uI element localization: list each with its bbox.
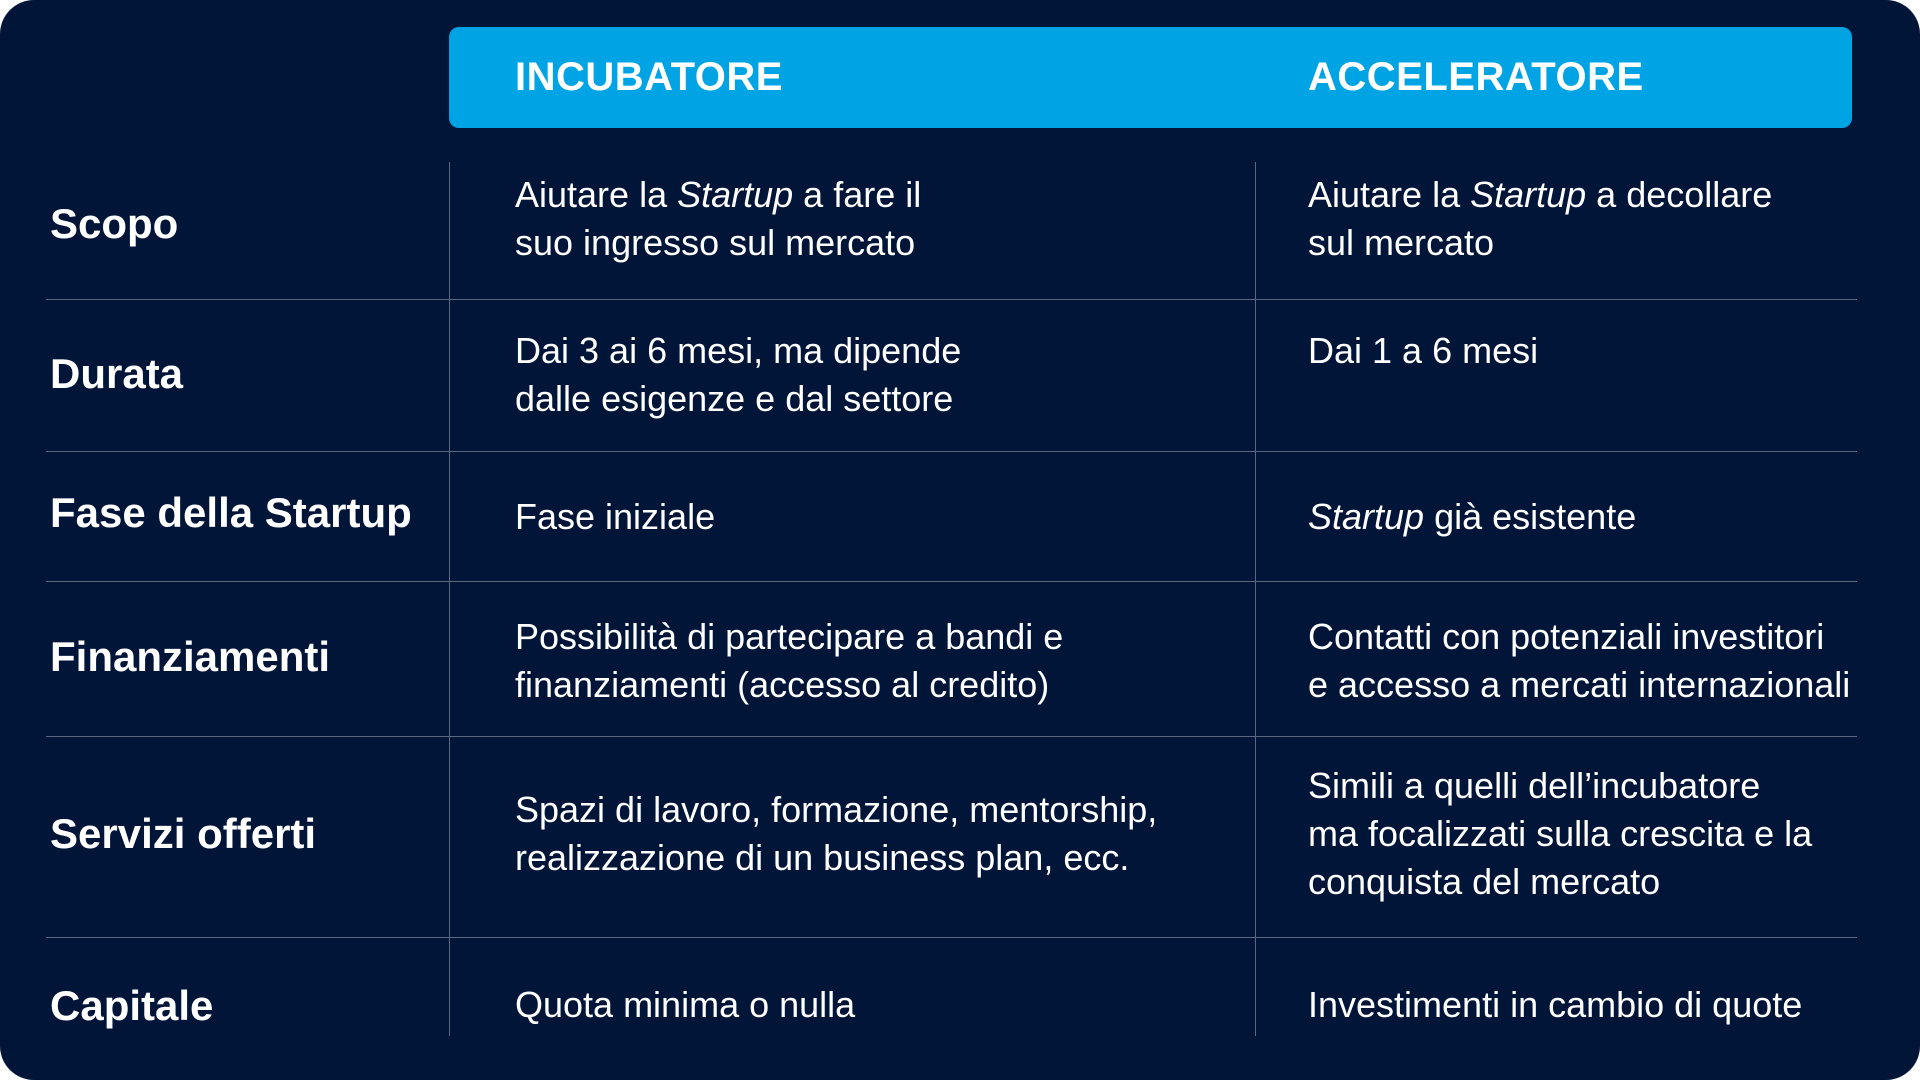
row-label: Finanziamenti xyxy=(50,633,331,680)
table-cell-acceleratore xyxy=(1308,327,1538,375)
cell-text: Dai 3 ai 6 mesi, ma dipende xyxy=(515,330,962,371)
table-cell-incubatore xyxy=(515,327,961,423)
cell-text: Possibilità di partecipare a bandi e xyxy=(515,616,1064,657)
row-divider xyxy=(46,736,1857,737)
cell-text: realizzazione di un business plan, ecc. xyxy=(515,837,1130,878)
cell-text-line xyxy=(515,493,715,541)
cell-text: sul mercato xyxy=(1308,222,1495,263)
table-cell-acceleratore xyxy=(1308,493,1636,541)
column-divider xyxy=(1255,162,1256,1036)
cell-text: Contatti con potenziali investitori xyxy=(1308,616,1825,657)
cell-text: ma focalizzati sulla crescita e la xyxy=(1308,813,1813,854)
cell-text-italic: Startup xyxy=(1470,174,1587,215)
row-divider xyxy=(46,937,1857,938)
cell-text: Dai 1 a 6 mesi xyxy=(1308,330,1539,371)
table-cell-acceleratore xyxy=(1308,981,1802,1029)
cell-text: già esistente xyxy=(1424,496,1637,537)
cell-text-line xyxy=(1308,493,1636,541)
cell-text: Aiutare la xyxy=(515,174,678,215)
cell-text: finanziamenti (accesso al credito) xyxy=(515,664,1050,705)
cell-text: e accesso a mercati internazionali xyxy=(1308,664,1851,705)
cell-text: a decollare xyxy=(1586,174,1773,215)
cell-text-line xyxy=(515,834,1157,882)
column-divider xyxy=(449,162,450,1036)
cell-text-line xyxy=(1308,810,1812,858)
table-cell-acceleratore xyxy=(1308,171,1772,267)
row-divider xyxy=(46,451,1857,452)
cell-text: a fare il xyxy=(793,174,922,215)
table-cell-acceleratore xyxy=(1308,613,1850,709)
row-label: Capitale xyxy=(50,982,214,1029)
cell-text-italic: Startup xyxy=(1308,496,1425,537)
cell-text-italic: Startup xyxy=(677,174,794,215)
row-label: Scopo xyxy=(50,200,179,247)
cell-text: Investimenti in cambio di quote xyxy=(1308,984,1803,1025)
cell-text-line xyxy=(1308,613,1850,661)
cell-text-line xyxy=(1308,171,1772,219)
cell-text-line xyxy=(515,981,855,1029)
table-cell-acceleratore xyxy=(1308,762,1812,906)
column-header-acceleratore: ACCELERATORE xyxy=(1308,55,1644,99)
cell-text-line xyxy=(515,613,1063,661)
cell-text-line xyxy=(1308,981,1802,1029)
cell-text: dalle esigenze e dal settore xyxy=(515,378,954,419)
cell-text: suo ingresso sul mercato xyxy=(515,222,916,263)
column-header-incubatore: INCUBATORE xyxy=(515,55,783,99)
cell-text-line xyxy=(1308,858,1812,906)
table-cell-incubatore xyxy=(515,613,1063,709)
cell-text-line xyxy=(515,171,921,219)
row-divider xyxy=(46,299,1857,300)
cell-text-line xyxy=(515,219,921,267)
cell-text-line xyxy=(1308,661,1850,709)
cell-text-line xyxy=(1308,762,1812,810)
cell-text: Aiutare la xyxy=(1308,174,1471,215)
cell-text-line xyxy=(515,375,961,423)
row-label: Fase della Startup xyxy=(50,489,412,536)
table-cell-incubatore xyxy=(515,171,921,267)
table-cell-incubatore xyxy=(515,786,1157,882)
cell-text: Fase iniziale xyxy=(515,496,716,537)
table-cell-incubatore xyxy=(515,493,715,541)
cell-text-line xyxy=(515,786,1157,834)
cell-text: Spazi di lavoro, formazione, mentorship, xyxy=(515,789,1158,830)
cell-text-line xyxy=(515,327,961,375)
cell-text: Quota minima o nulla xyxy=(515,984,856,1025)
row-label: Durata xyxy=(50,350,184,397)
cell-text: conquista del mercato xyxy=(1308,861,1661,902)
row-label: Servizi offerti xyxy=(50,810,317,857)
row-divider xyxy=(46,581,1857,582)
cell-text: Simili a quelli dell’incubatore xyxy=(1308,765,1761,806)
table-cell-incubatore xyxy=(515,981,855,1029)
cell-text-line xyxy=(515,661,1063,709)
cell-text-line xyxy=(1308,219,1772,267)
cell-text-line xyxy=(1308,327,1538,375)
